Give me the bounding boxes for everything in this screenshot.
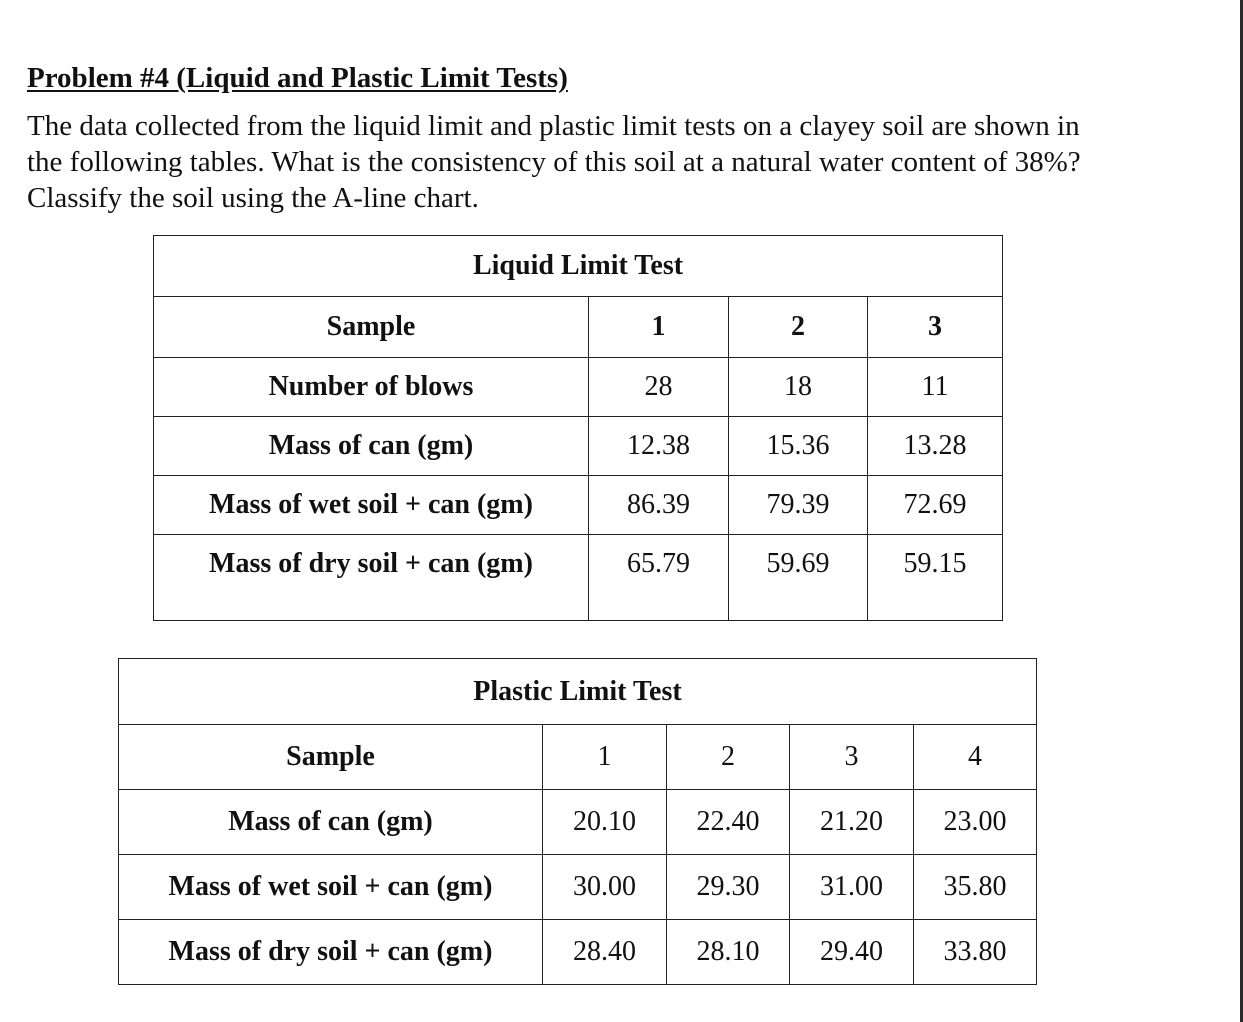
table-cell: 28.40 [543, 920, 667, 985]
table-cell: 18 [729, 358, 868, 417]
table-cell: 31.00 [790, 855, 914, 920]
header-cell: Sample [154, 297, 589, 358]
row-label: Mass of wet soil + can (gm) [154, 476, 589, 535]
problem-title: Problem #4 (Liquid and Plastic Limit Tests) [27, 62, 568, 94]
header-cell: 2 [667, 725, 790, 790]
table-cell: 29.40 [790, 920, 914, 985]
table-cell: 30.00 [543, 855, 667, 920]
row-label: Mass of can (gm) [154, 417, 589, 476]
liquid-limit-title: Liquid Limit Test [154, 236, 1003, 297]
table-cell: 59.69 [729, 535, 868, 621]
table-cell: 65.79 [589, 535, 729, 621]
statement-line: The data collected from the liquid limit and plastic limit tests on a clayey soil are shown in [27, 110, 1080, 142]
statement-line: Classify the soil using the A-line chart. [27, 182, 479, 214]
table-row [154, 535, 1003, 621]
table-cell: 72.69 [868, 476, 1003, 535]
row-label: Mass of wet soil + can (gm) [119, 855, 543, 920]
problem-statement [27, 108, 1192, 216]
table-row [119, 790, 1037, 855]
table-cell: 79.39 [729, 476, 868, 535]
table-cell: 11 [868, 358, 1003, 417]
table-cell: 20.10 [543, 790, 667, 855]
table-row [154, 476, 1003, 535]
plastic-limit-table [118, 658, 1037, 985]
liquid-limit-table [153, 235, 1003, 621]
header-cell: 2 [729, 297, 868, 358]
header-cell: 1 [543, 725, 667, 790]
table-cell: 86.39 [589, 476, 729, 535]
table-row [154, 358, 1003, 417]
table-cell: 13.28 [868, 417, 1003, 476]
table-cell: 23.00 [914, 790, 1037, 855]
statement-line: the following tables. What is the consistency of this soil at a natural water content of 38%? [27, 146, 1081, 178]
header-cell: 1 [589, 297, 729, 358]
header-cell: Sample [119, 725, 543, 790]
table-cell: 22.40 [667, 790, 790, 855]
table-cell: 15.36 [729, 417, 868, 476]
row-label: Mass of can (gm) [119, 790, 543, 855]
table-row [119, 855, 1037, 920]
table-cell: 33.80 [914, 920, 1037, 985]
table-row [154, 417, 1003, 476]
table-cell: 59.15 [868, 535, 1003, 621]
table-row [119, 920, 1037, 985]
table-cell: 29.30 [667, 855, 790, 920]
table-cell: 21.20 [790, 790, 914, 855]
row-label: Number of blows [154, 358, 589, 417]
header-cell: 4 [914, 725, 1037, 790]
plastic-limit-title: Plastic Limit Test [119, 659, 1037, 725]
table-cell: 28.10 [667, 920, 790, 985]
header-cell: 3 [790, 725, 914, 790]
table-cell: 35.80 [914, 855, 1037, 920]
row-label: Mass of dry soil + can (gm) [119, 920, 543, 985]
row-label: Mass of dry soil + can (gm) [154, 535, 589, 621]
table-cell: 12.38 [589, 417, 729, 476]
header-cell: 3 [868, 297, 1003, 358]
table-cell: 28 [589, 358, 729, 417]
